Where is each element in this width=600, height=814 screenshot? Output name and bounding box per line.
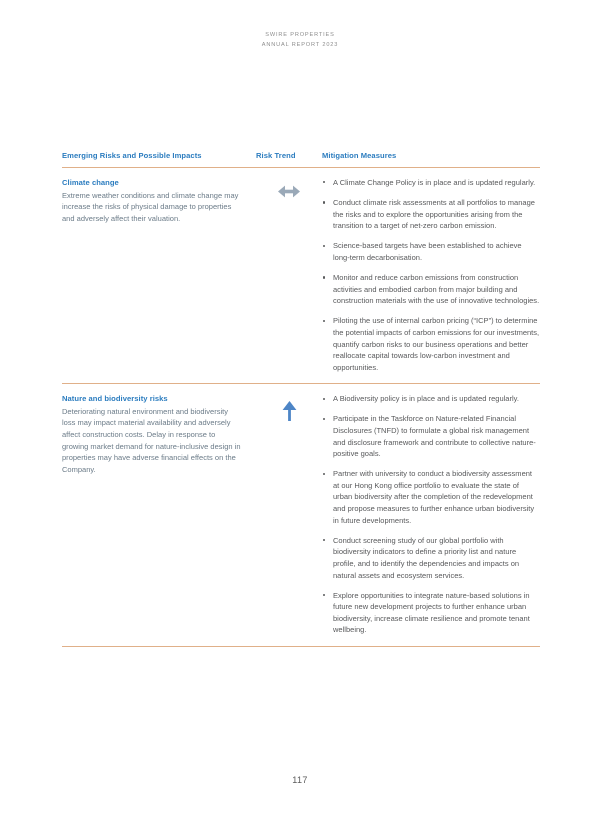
bullet-icon — [323, 473, 325, 475]
bullet-icon — [323, 398, 325, 400]
mitigation-measures-list — [322, 393, 540, 636]
bullet-icon — [323, 181, 325, 183]
measure-text: Piloting the use of internal carbon pricing (“ICP”) to determine the potential impacts of carbon emissions for our investments, quantify carbon risks to our business operations and better reallocate capital towards low-carbon investment and opportunities. — [333, 316, 540, 372]
running-header — [0, 30, 600, 50]
measure-text: Conduct screening study of our global portfolio with biodiversity indicators to define a priority list and nature profile, and to identify the dependencies and impacts on natural assets and ecosystem services. — [333, 535, 520, 580]
list-item — [322, 590, 540, 636]
bullet-icon — [323, 201, 325, 203]
risk-title: Nature and biodiversity risks — [62, 394, 168, 404]
measure-text: A Biodiversity policy is in place and is updated regularly. — [333, 394, 519, 404]
bullet-icon — [323, 276, 325, 278]
running-header-company: SWIRE PROPERTIES — [265, 32, 335, 38]
measure-text: Conduct climate risk assessments at all portfolios to manage the risks and to explore the opportunities arising from the transition to a target of net-zero carbon emission. — [333, 198, 535, 231]
measure-text: Partner with university to conduct a biodiversity assessment at our Hong Kong office portfolio to evaluate the state of urban biodiversity after the completion of the redevelopment and propose measures to further enhance urban biodiversity in future developments. — [333, 469, 535, 525]
mitigation-measures-list — [322, 177, 540, 373]
risk-description: Extreme weather conditions and climate change may increase the risks of physical damage to properties and adversely affect their valuation. — [62, 190, 239, 223]
table-row — [62, 384, 540, 647]
risk-trend-cell — [256, 177, 322, 373]
list-item — [322, 197, 540, 232]
list-item — [322, 468, 540, 526]
table-header-row — [62, 151, 540, 168]
page-number: 117 — [292, 775, 308, 785]
list-item — [322, 177, 540, 189]
list-item — [322, 413, 540, 459]
arrow-up-icon — [282, 401, 297, 421]
column-header-mitigation: Mitigation Measures — [322, 151, 397, 160]
emerging-risks-table — [62, 151, 540, 647]
running-header-report: ANNUAL REPORT 2023 — [261, 42, 339, 48]
bullet-icon — [323, 245, 325, 247]
risk-description: Deteriorating natural environment and biodiversity loss may impact material availability and adversely affect construction costs. Delay in response to growing market demand for nature-inclusive design in properties may have adverse financial effects on the Company. — [62, 406, 241, 474]
risk-trend-cell — [256, 393, 322, 636]
table-row — [62, 168, 540, 384]
list-item — [322, 315, 540, 373]
list-item — [322, 272, 540, 307]
bullet-icon — [323, 539, 325, 541]
list-item — [322, 535, 540, 581]
bullet-icon — [323, 418, 325, 420]
list-item — [322, 393, 540, 405]
measure-text: Science-based targets have been established to achieve long-term decarbonisation. — [333, 241, 522, 262]
bullet-icon — [323, 594, 325, 596]
risk-cell — [62, 177, 256, 373]
measure-text: A Climate Change Policy is in place and is updated regularly. — [333, 178, 536, 187]
double-arrow-horizontal-icon — [278, 185, 300, 198]
list-item — [322, 240, 540, 263]
mitigation-cell — [322, 177, 540, 373]
measure-text: Participate in the Taskforce on Nature-related Financial Disclosures (TNFD) to formulate a global risk management and disclosure framework and contribute to collective nature-positive goals. — [333, 414, 536, 459]
mitigation-cell — [322, 393, 540, 636]
risk-cell — [62, 393, 256, 636]
bullet-icon — [323, 320, 325, 322]
column-header-risk-trend: Risk Trend — [256, 151, 296, 160]
measure-text: Explore opportunities to integrate nature-based solutions in future new development projects to further enhance urban biodiversity, increase climate resilience and promote tenant wellbeing. — [333, 590, 530, 635]
column-header-risks: Emerging Risks and Possible Impacts — [62, 151, 202, 160]
measure-text: Monitor and reduce carbon emissions from construction activities and embodied carbon from major building and construction materials with the use of innovative technologies. — [333, 273, 540, 306]
risk-title: Climate change — [62, 178, 119, 187]
